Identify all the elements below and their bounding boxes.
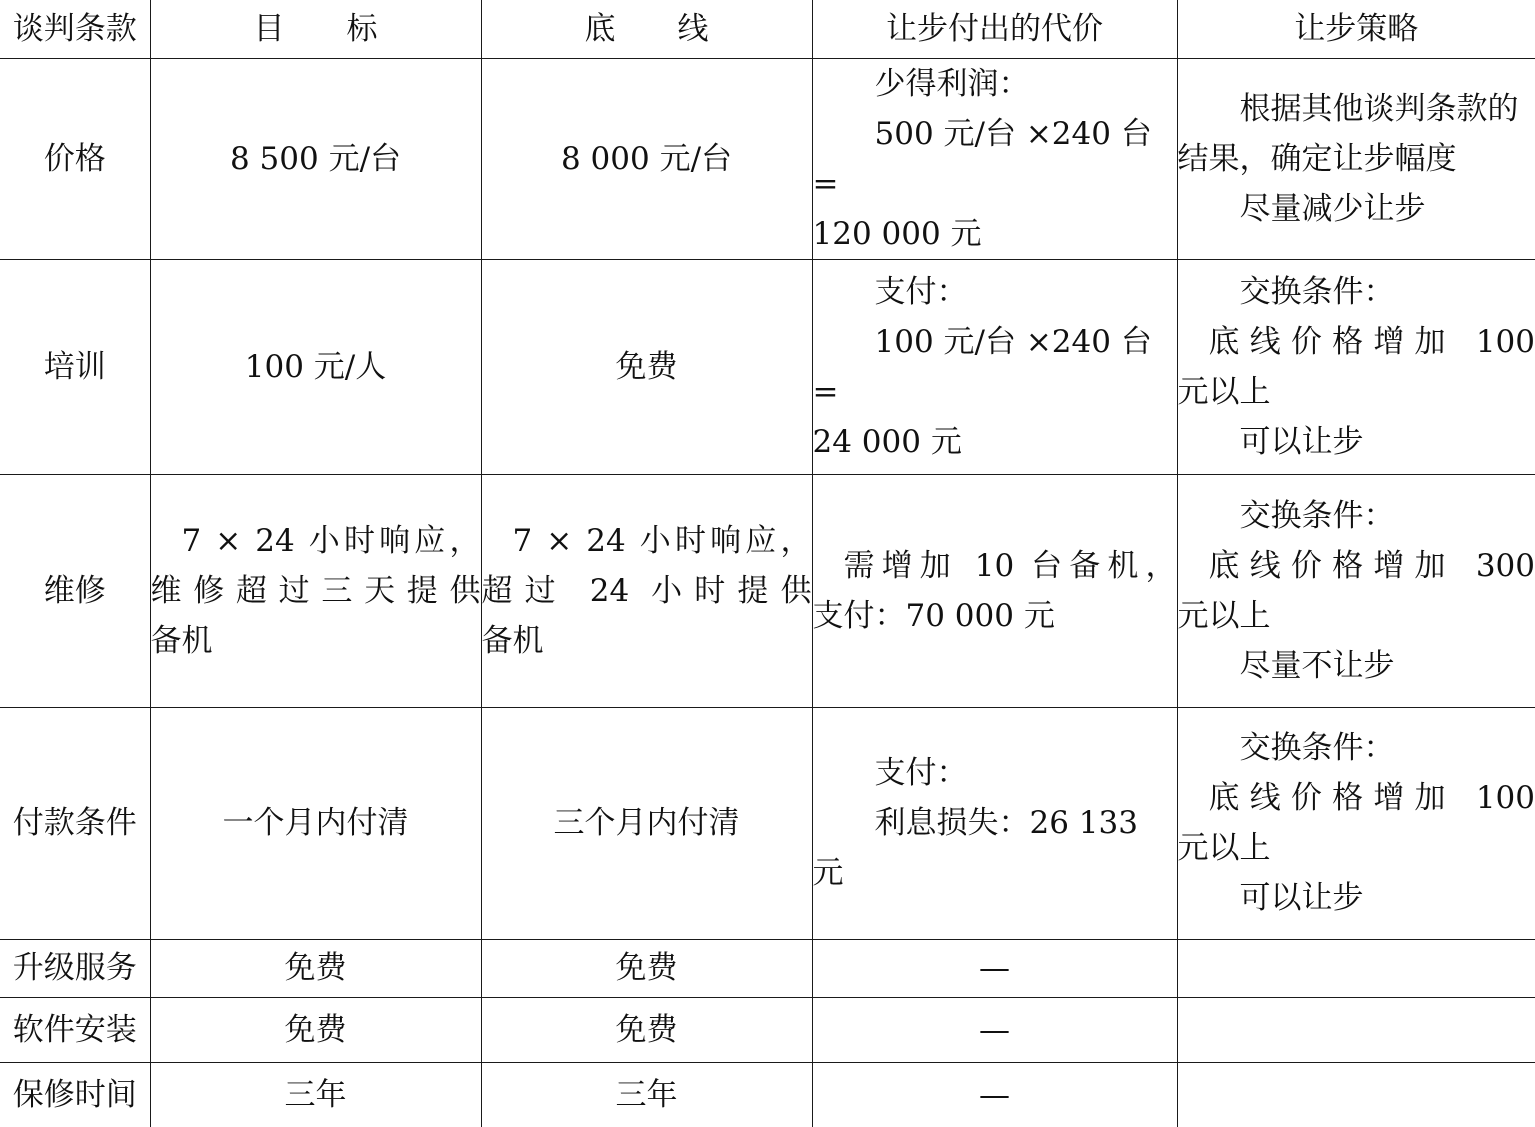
strategy-line: 交换条件： (1178, 267, 1535, 317)
table-row (0, 707, 1535, 939)
header-term: 谈判条款 (0, 0, 150, 58)
strategy-line: 底线价格增加 100 (1178, 773, 1535, 823)
row-term: 付款条件 (0, 707, 150, 939)
target-cell: 三年 (150, 1062, 481, 1127)
header-bottom-line: 底 线 (481, 0, 812, 58)
bottom-line-line: 超过 24 小时提供 (482, 566, 812, 616)
row-term: 培训 (0, 259, 150, 474)
header-concession-cost: 让步付出的代价 (812, 0, 1177, 58)
bottom-line-cell: 三个月内付清 (481, 707, 812, 939)
cost-line: 支付： (813, 267, 1177, 317)
cost-line: 500 元/台 ×240 台 = (813, 109, 1177, 209)
concession-strategy-cell (1177, 1062, 1535, 1127)
target-cell: 一个月内付清 (150, 707, 481, 939)
cost-line: 24 000 元 (813, 417, 1177, 467)
target-cell: 免费 (150, 939, 481, 997)
concession-strategy-cell (1177, 939, 1535, 997)
cost-line: 少得利润： (813, 59, 1177, 109)
target-cell: 8 500 元/台 (150, 58, 481, 259)
table-row (0, 259, 1535, 474)
strategy-line: 尽量不让步 (1178, 641, 1535, 691)
strategy-line: 元以上 (1178, 591, 1535, 641)
strategy-line: 根据其他谈判条款的 (1178, 84, 1535, 134)
table-row (0, 474, 1535, 707)
strategy-line: 尽量减少让步 (1178, 184, 1535, 234)
bottom-line-line: 7 × 24 小时响应， (482, 516, 812, 566)
header-row (0, 0, 1535, 58)
concession-strategy-cell (1177, 259, 1535, 474)
target-cell (150, 474, 481, 707)
concession-cost-cell (812, 707, 1177, 939)
cost-line: 支付： (813, 748, 1177, 798)
target-line: 7 × 24 小时响应， (151, 516, 481, 566)
cost-line: 120 000 元 (813, 209, 1177, 259)
bottom-line-cell: 免费 (481, 259, 812, 474)
row-term: 维修 (0, 474, 150, 707)
bottom-line-cell: 三年 (481, 1062, 812, 1127)
concession-cost-cell (812, 58, 1177, 259)
strategy-line: 交换条件： (1178, 491, 1535, 541)
target-line: 维修超过三天提供 (151, 566, 481, 616)
header-concession-strategy: 让步策略 (1177, 0, 1535, 58)
strategy-line: 可以让步 (1178, 417, 1535, 467)
table-row (0, 58, 1535, 259)
table-row (0, 997, 1535, 1062)
strategy-line: 底线价格增加 100 (1178, 317, 1535, 367)
concession-strategy-cell (1177, 474, 1535, 707)
concession-strategy-cell (1177, 997, 1535, 1062)
strategy-line: 底线价格增加 300 (1178, 541, 1535, 591)
bottom-line-cell (481, 474, 812, 707)
cost-line: 100 元/台 ×240 台 = (813, 317, 1177, 417)
concession-cost-cell: — (812, 997, 1177, 1062)
strategy-line: 交换条件： (1178, 723, 1535, 773)
concession-strategy-cell (1177, 707, 1535, 939)
target-line: 备机 (151, 616, 481, 666)
strategy-line: 元以上 (1178, 823, 1535, 873)
concession-cost-cell: — (812, 1062, 1177, 1127)
cost-line: 支付：70 000 元 (813, 591, 1177, 641)
row-term: 保修时间 (0, 1062, 150, 1127)
bottom-line-cell: 8 000 元/台 (481, 58, 812, 259)
target-cell: 100 元/人 (150, 259, 481, 474)
concession-cost-cell: — (812, 939, 1177, 997)
cost-line: 需增加 10 台备机， (813, 541, 1177, 591)
row-term: 升级服务 (0, 939, 150, 997)
strategy-line: 可以让步 (1178, 873, 1535, 923)
bottom-line-cell: 免费 (481, 939, 812, 997)
bottom-line-line: 备机 (482, 616, 812, 666)
table-row (0, 1062, 1535, 1127)
concession-cost-cell (812, 259, 1177, 474)
cost-line: 利息损失：26 133 元 (813, 798, 1177, 898)
strategy-line: 元以上 (1178, 367, 1535, 417)
row-term: 价格 (0, 58, 150, 259)
bottom-line-cell: 免费 (481, 997, 812, 1062)
concession-cost-cell (812, 474, 1177, 707)
header-target: 目 标 (150, 0, 481, 58)
strategy-line: 结果，确定让步幅度 (1178, 134, 1535, 184)
row-term: 软件安装 (0, 997, 150, 1062)
target-cell: 免费 (150, 997, 481, 1062)
table-row (0, 939, 1535, 997)
concession-strategy-cell (1177, 58, 1535, 259)
